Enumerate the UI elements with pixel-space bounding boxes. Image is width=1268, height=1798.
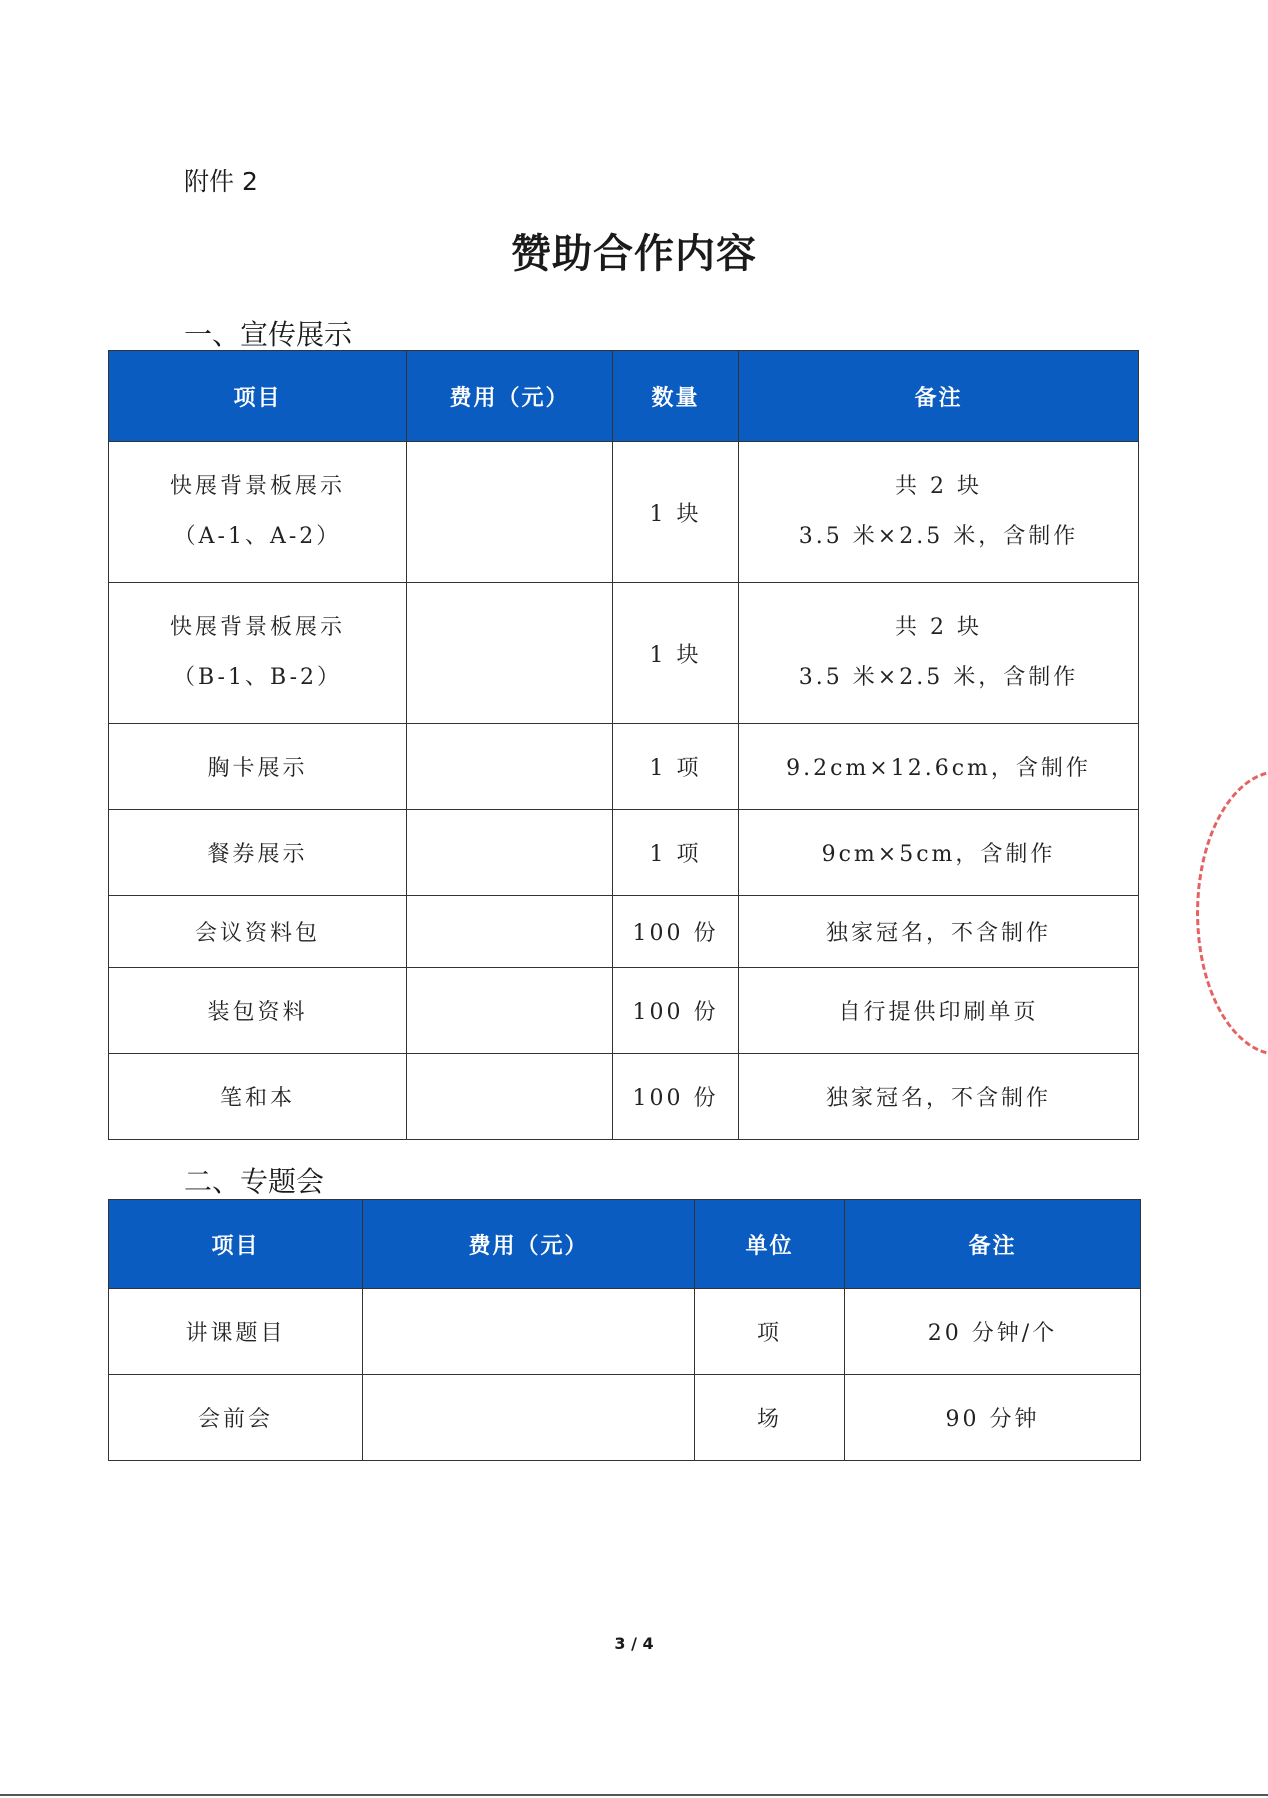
header-note: 备注 <box>845 1200 1141 1289</box>
table-row <box>109 1054 1139 1140</box>
section-heading-promotion: 一、宣传展示 <box>184 318 353 351</box>
table-row <box>109 896 1139 968</box>
fee-cell <box>407 442 613 583</box>
note-cell: 独家冠名，不含制作 <box>739 1054 1139 1140</box>
quantity-cell: 100 份 <box>613 896 739 968</box>
item-cell: 笔和本 <box>109 1054 407 1140</box>
document-title: 赞助合作内容 <box>511 230 757 277</box>
unit-cell: 场 <box>695 1375 845 1461</box>
table-row <box>109 442 1139 583</box>
red-seal-stamp <box>1196 770 1268 1056</box>
item-cell: 餐券展示 <box>109 810 407 896</box>
header-unit: 单位 <box>695 1200 845 1289</box>
note-cell: 20 分钟/个 <box>845 1289 1141 1375</box>
fee-cell <box>407 1054 613 1140</box>
header-item: 项目 <box>109 1200 363 1289</box>
quantity-cell: 1 项 <box>613 810 739 896</box>
note-cell: 9.2cm×12.6cm，含制作 <box>739 724 1139 810</box>
note-cell: 9cm×5cm，含制作 <box>739 810 1139 896</box>
fee-cell <box>407 583 613 724</box>
note-cell <box>739 583 1139 724</box>
fee-cell <box>407 896 613 968</box>
item-line: 快展背景板展示 <box>169 474 345 499</box>
note-line: 共 2 块 <box>895 615 982 640</box>
fee-cell <box>407 810 613 896</box>
item-cell <box>109 442 407 583</box>
table-row <box>109 1375 1141 1461</box>
item-cell: 会前会 <box>109 1375 363 1461</box>
item-line: （A-1、A-2） <box>173 524 342 549</box>
quantity-cell: 1 项 <box>613 724 739 810</box>
header-quantity: 数量 <box>613 351 739 442</box>
table-header-row <box>109 1200 1141 1289</box>
note-cell: 自行提供印刷单页 <box>739 968 1139 1054</box>
section-heading-seminar: 二、专题会 <box>184 1165 325 1198</box>
table-row <box>109 968 1139 1054</box>
quantity-cell: 100 份 <box>613 1054 739 1140</box>
table-row <box>109 724 1139 810</box>
item-cell: 会议资料包 <box>109 896 407 968</box>
note-line: 共 2 块 <box>895 474 982 499</box>
item-line: （B-1、B-2） <box>172 665 342 690</box>
table-header-row <box>109 351 1139 442</box>
quantity-cell: 1 块 <box>613 583 739 724</box>
item-cell <box>109 583 407 724</box>
header-item: 项目 <box>109 351 407 442</box>
quantity-cell: 1 块 <box>613 442 739 583</box>
header-fee: 费用（元） <box>407 351 613 442</box>
table-row <box>109 583 1139 724</box>
fee-cell <box>363 1375 695 1461</box>
item-line: 快展背景板展示 <box>169 615 345 640</box>
note-line: 3.5 米×2.5 米，含制作 <box>798 524 1079 549</box>
fee-cell <box>363 1289 695 1375</box>
note-cell <box>739 442 1139 583</box>
page-number: 3 / 4 <box>614 1634 654 1653</box>
note-line: 3.5 米×2.5 米，含制作 <box>798 665 1079 690</box>
bottom-scan-edge <box>0 1794 1268 1796</box>
item-cell: 讲课题目 <box>109 1289 363 1375</box>
table-row <box>109 810 1139 896</box>
header-fee: 费用（元） <box>363 1200 695 1289</box>
note-cell: 90 分钟 <box>845 1375 1141 1461</box>
seminar-table <box>108 1199 1141 1461</box>
quantity-cell: 100 份 <box>613 968 739 1054</box>
note-cell: 独家冠名，不含制作 <box>739 896 1139 968</box>
header-note: 备注 <box>739 351 1139 442</box>
item-cell: 装包资料 <box>109 968 407 1054</box>
promotion-table <box>108 350 1139 1140</box>
attachment-label: 附件 2 <box>184 167 258 196</box>
fee-cell <box>407 968 613 1054</box>
unit-cell: 项 <box>695 1289 845 1375</box>
fee-cell <box>407 724 613 810</box>
item-cell: 胸卡展示 <box>109 724 407 810</box>
table-row <box>109 1289 1141 1375</box>
